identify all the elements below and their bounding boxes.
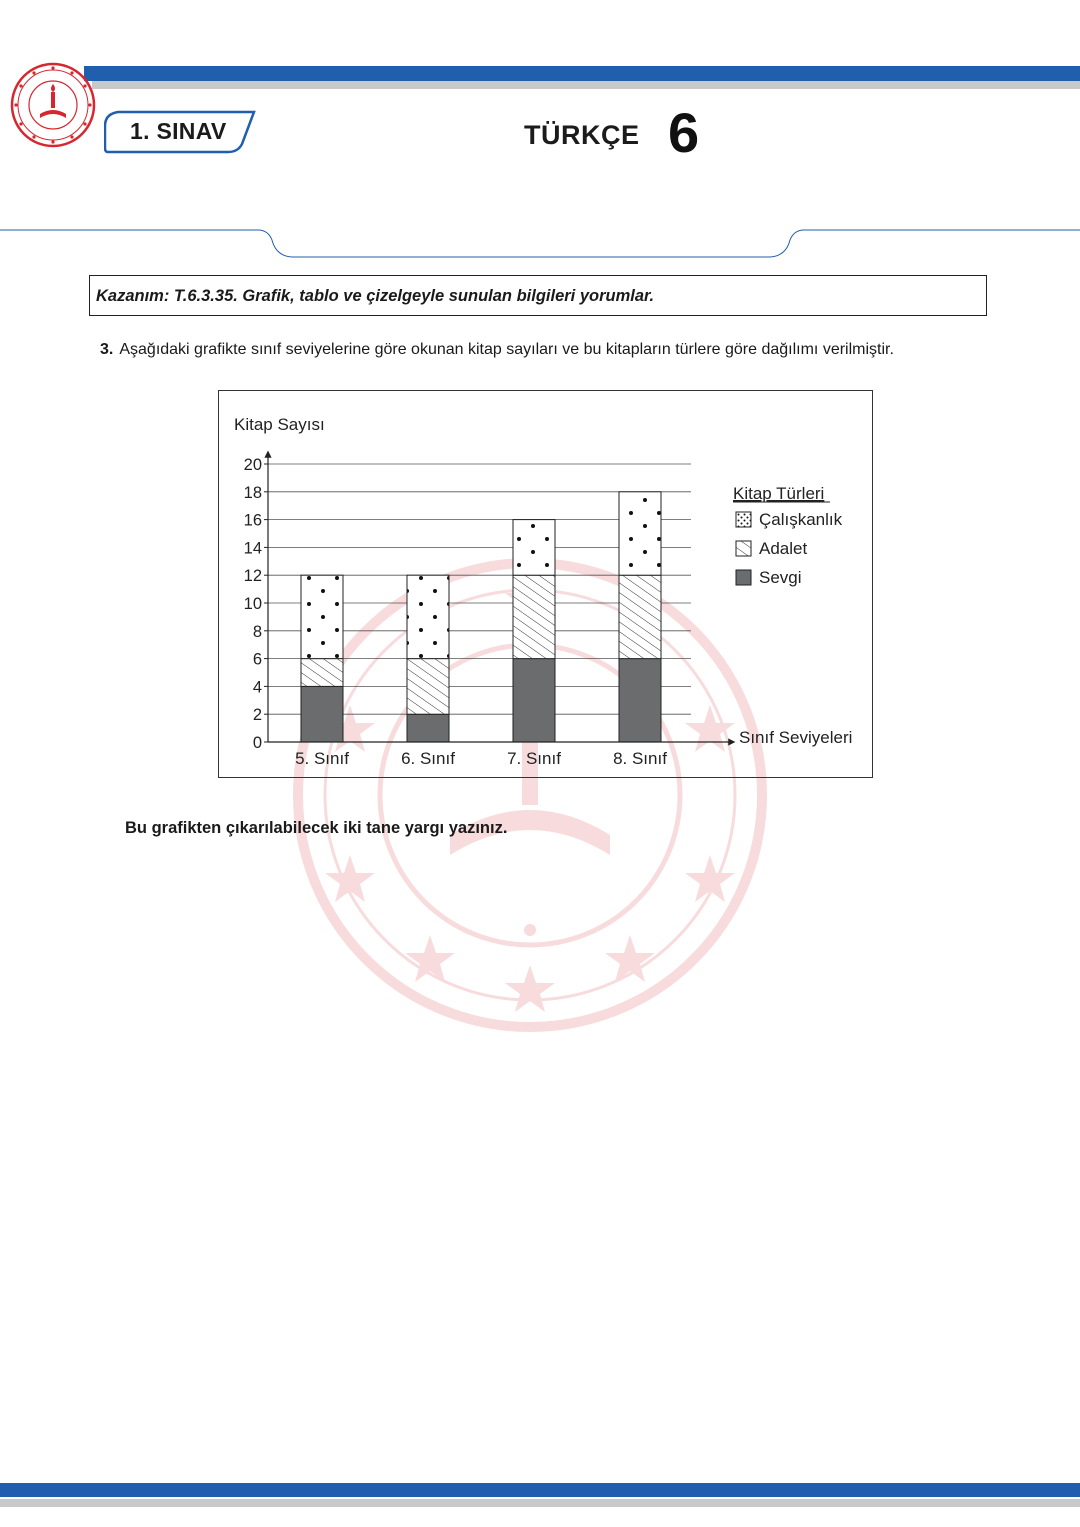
footer-band-gray xyxy=(0,1499,1080,1507)
bar-5-dots xyxy=(301,575,343,658)
learning-outcome-text: Kazanım: T.6.3.35. Grafik, tablo ve çizelgeyle sunulan bilgileri yorumlar. xyxy=(96,287,655,305)
y-tick-label-6: 6 xyxy=(252,650,262,669)
legend-swatch-dots xyxy=(736,512,751,527)
legend-label-solid: Sevgi xyxy=(759,568,802,587)
grade-number: 6 xyxy=(668,101,700,164)
question-text: Aşağıdaki grafikte sınıf seviyelerine göre okunan kitap sayıları ve bu kitapların türlere göre dağılımı verilmiştir. xyxy=(119,341,894,358)
y-tick-label-14: 14 xyxy=(243,539,262,558)
question-number: 3. xyxy=(100,341,114,358)
legend-swatch-hatch xyxy=(736,541,751,556)
bar-7-hatch xyxy=(513,575,555,658)
y-tick-label-18: 18 xyxy=(243,483,262,502)
legend-label-dots: Çalışkanlık xyxy=(759,510,843,529)
y-tick-label-10: 10 xyxy=(243,595,262,613)
y-tick-label-8: 8 xyxy=(252,622,262,641)
bar-7-solid xyxy=(513,659,555,742)
bar-6-hatch xyxy=(407,659,449,715)
bar-7-dots xyxy=(513,520,555,576)
learning-outcome-box xyxy=(89,275,987,316)
bar-8-hatch xyxy=(619,575,661,658)
bar-8-solid xyxy=(619,659,661,742)
bar-8-dots xyxy=(619,492,661,575)
ministry-seal-logo xyxy=(10,62,96,148)
question-prompt: Bu grafikten çıkarılabilecek iki tane yargı yazınız. xyxy=(125,819,508,837)
x-tick-label-7: 7. Sınıf xyxy=(507,749,561,768)
legend-label-hatch: Adalet xyxy=(759,539,808,558)
y-tick-label-4: 4 xyxy=(252,678,262,697)
stacked-bar-chart xyxy=(218,390,873,778)
header-band-blue xyxy=(84,66,1080,81)
header-divider xyxy=(0,226,1080,266)
y-tick-label-12: 12 xyxy=(243,567,262,586)
footer-band-blue xyxy=(0,1483,1080,1497)
header-band-gray xyxy=(92,81,1080,89)
y-tick-label-2: 2 xyxy=(252,706,262,725)
legend-title: Kitap Türleri xyxy=(733,484,825,503)
y-tick-label-20: 20 xyxy=(243,456,262,474)
y-tick-label-16: 16 xyxy=(243,511,262,530)
bar-5-hatch xyxy=(301,659,343,687)
legend-swatch-solid xyxy=(736,570,751,585)
question-3 xyxy=(100,341,894,359)
bar-6-dots xyxy=(407,575,449,658)
x-tick-label-8: 8. Sınıf xyxy=(613,749,667,768)
x-axis-label: Sınıf Seviyeleri xyxy=(739,728,853,747)
y-tick-label-0: 0 xyxy=(252,734,262,752)
x-tick-label-5: 5. Sınıf xyxy=(295,749,349,768)
subject-title: TÜRKÇE xyxy=(524,120,640,150)
x-tick-label-6: 6. Sınıf xyxy=(401,749,455,768)
y-axis-label: Kitap Sayısı xyxy=(234,415,325,434)
bar-5-solid xyxy=(301,686,343,742)
exam-label: 1. SINAV xyxy=(130,118,227,144)
bar-6-solid xyxy=(407,714,449,742)
